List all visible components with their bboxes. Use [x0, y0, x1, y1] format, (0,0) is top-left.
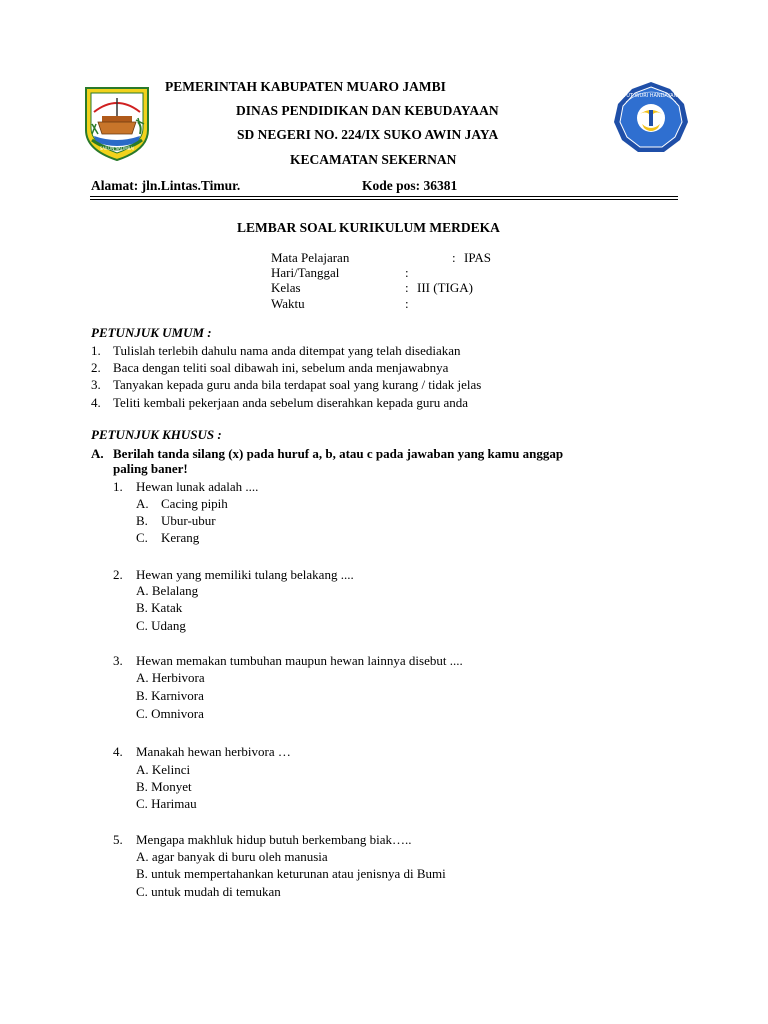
crest-motto: SAILUN SALIMBAI: [99, 146, 135, 151]
header-school-name: SD NEGERI NO. 224/IX SUKO AWIN JAYA: [237, 127, 499, 142]
option[interactable]: C. Udang: [136, 618, 186, 633]
list-item: Baca dengan teliti soal dibawah ini, sebelum anda menjawabnya: [113, 360, 449, 375]
option[interactable]: C. Omnivora: [136, 706, 204, 721]
header-government: PEMERINTAH KABUPATEN MUARO JAMBI: [165, 79, 446, 94]
option[interactable]: A. agar banyak di buru oleh manusia: [136, 849, 328, 864]
option-text[interactable]: Cacing pipih: [161, 496, 228, 511]
option-letter[interactable]: B.: [136, 513, 148, 528]
info-separator: :: [405, 265, 409, 280]
option[interactable]: B. untuk mempertahankan keturunan atau jenisnya di Bumi: [136, 866, 446, 881]
info-separator: :: [452, 250, 456, 265]
special-instructions-heading: PETUNJUK KHUSUS :: [91, 427, 222, 442]
option[interactable]: C. Harimau: [136, 796, 197, 811]
info-separator: :: [405, 296, 409, 311]
tut-wuri-handayani-logo: [612, 80, 690, 156]
question-number: 2.: [113, 567, 123, 582]
list-item: Tanyakan kepada guru anda bila terdapat soal yang kurang / tidak jelas: [113, 377, 482, 392]
option[interactable]: A. Belalang: [136, 583, 199, 598]
header-divider-double: [90, 199, 678, 200]
info-label: Waktu: [271, 296, 305, 311]
question-text: Hewan yang memiliki tulang belakang ....: [136, 567, 354, 582]
list-number: 3.: [91, 377, 101, 392]
list-number: 4.: [91, 395, 101, 410]
header-district: KECAMATAN SEKERNAN: [290, 152, 457, 167]
option[interactable]: A. Herbivora: [136, 670, 205, 685]
muaro-jambi-crest-logo: [82, 84, 152, 162]
option-text[interactable]: Kerang: [161, 530, 200, 545]
section-letter: A.: [91, 446, 104, 461]
header-department: DINAS PENDIDIKAN DAN KEBUDAYAAN: [236, 103, 499, 118]
option[interactable]: B. Monyet: [136, 779, 192, 794]
info-separator: :: [405, 280, 409, 295]
info-label: Hari/Tanggal: [271, 265, 340, 280]
option[interactable]: C. untuk mudah di temukan: [136, 884, 281, 899]
question-number: 4.: [113, 744, 123, 759]
info-value: III (TIGA): [417, 280, 473, 295]
question-text: Mengapa makhluk hidup butuh berkembang biak…..: [136, 832, 412, 847]
list-item: Tulislah terlebih dahulu nama anda ditempat yang telah disediakan: [113, 343, 461, 358]
question-text: Manakah hewan herbivora …: [136, 744, 291, 759]
option[interactable]: A. Kelinci: [136, 762, 191, 777]
logo-caption: TUT WURI HANDAYANI: [623, 93, 679, 99]
section-instruction: Berilah tanda silang (x) pada huruf a, b, atau c pada jawaban yang kamu anggap: [113, 446, 564, 461]
info-value: IPAS: [464, 250, 491, 265]
option[interactable]: B. Katak: [136, 600, 183, 615]
option-letter[interactable]: A.: [136, 496, 149, 511]
question-number: 1.: [113, 479, 123, 494]
info-label: Kelas: [271, 280, 301, 295]
general-instructions-heading: PETUNJUK UMUM :: [91, 325, 212, 340]
question-text: Hewan lunak adalah ....: [136, 479, 259, 494]
option[interactable]: B. Karnivora: [136, 688, 204, 703]
option-letter[interactable]: C.: [136, 530, 148, 545]
question-number: 3.: [113, 653, 123, 668]
list-number: 2.: [91, 360, 101, 375]
section-instruction-continued: paling baner!: [113, 461, 188, 476]
header-postal-code: Kode pos: 36381: [362, 178, 458, 193]
header-address: Alamat: jln.Lintas.Timur.: [91, 178, 241, 193]
document-title: LEMBAR SOAL KURIKULUM MERDEKA: [237, 220, 500, 235]
list-item: Teliti kembali pekerjaan anda sebelum diserahkan kepada guru anda: [113, 395, 468, 410]
info-label: Mata Pelajaran: [271, 250, 350, 265]
header-divider: [90, 196, 678, 197]
option-text[interactable]: Ubur-ubur: [161, 513, 216, 528]
list-number: 1.: [91, 343, 101, 358]
question-number: 5.: [113, 832, 123, 847]
question-text: Hewan memakan tumbuhan maupun hewan lainnya disebut ....: [136, 653, 463, 668]
